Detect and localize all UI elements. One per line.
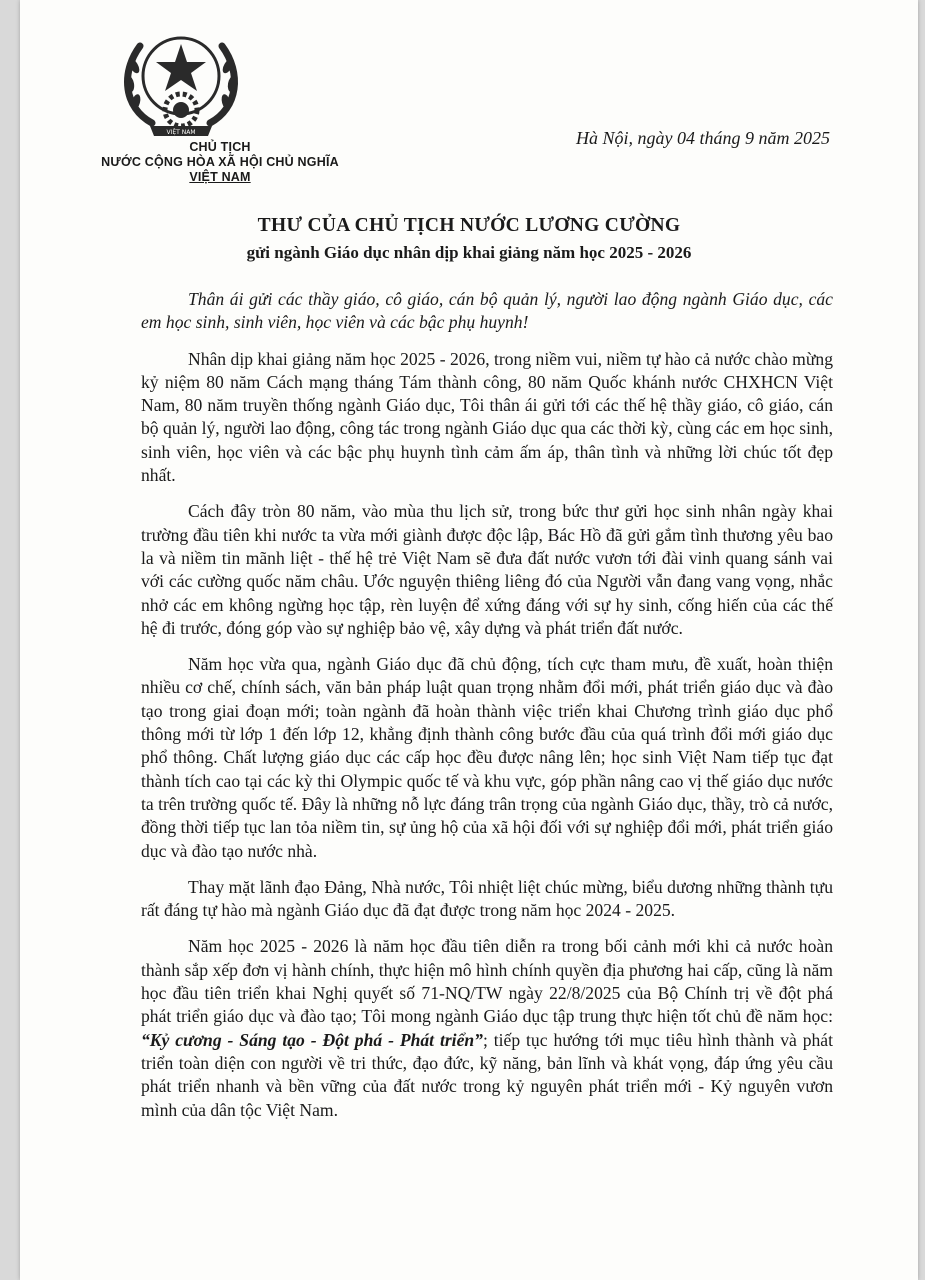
national-emblem-icon (112, 18, 250, 146)
paragraph-1: Nhân dịp khai giảng năm học 2025 - 2026, trong niềm vui, niềm tự hào cả nước chào mừng kỷ niệm 80 năm Cách mạng tháng Tám thành công, 80 năm Quốc khánh nước CHXHCN Việt Nam, 80 năm truyền thống ngành Giáo dục, Tôi thân ái gửi tới các thế hệ thầy giáo, cô giáo, cán bộ quản lý, người lao động, công tác trong ngành Giáo dục qua các thời kỳ, cùng các em học sinh, sinh viên, học viên và các bậc phụ huynh tình cảm ấm áp, thân tình và những lời chúc tốt đẹp nhất. (141, 348, 833, 486)
paragraph-5-start: Năm học 2025 - 2026 là năm học đầu tiên diễn ra trong bối cảnh mới khi cả nước hoàn thành sắp xếp đơn vị hành chính, thực hiện mô hình chính quyền địa phương hai cấp, cũng là năm học đầu tiên triển khai Nghị quyết số 71-NQ/TW ngày 22/8/2025 của Bộ Chính trị về đột phá phát triển giáo dục và đào tạo; Tôi mong ngành Giáo dục tập trung thực hiện tốt chủ đề năm học: (141, 936, 833, 1027)
office-line-2: NƯỚC CỘNG HÒA XÃ HỘI CHỦ NGHĨA (101, 155, 339, 169)
letter-body (141, 288, 833, 1135)
paragraph-5 (141, 935, 833, 1121)
dateline: Hà Nội, ngày 04 tháng 9 năm 2025 (576, 128, 830, 148)
office-line-1: CHỦ TỊCH (189, 140, 251, 154)
paragraph-2: Cách đây tròn 80 năm, vào mùa thu lịch sử, trong bức thư gửi học sinh nhân ngày khai trường đầu tiên khi nước ta vừa mới giành được độc lập, Bác Hồ đã gửi gắm tình thương yêu bao la và niềm tin mãnh liệt - thế hệ trẻ Việt Nam sẽ đưa đất nước vươn tới đài vinh quang sánh vai với các cường quốc năm châu. Ước nguyện thiêng liêng đó của Người vẫn đang vang vọng, nhắc nhở các em không ngừng học tập, rèn luyện để xứng đáng với sự hy sinh, cống hiến của các thế hệ đi trước, đóng góp vào sự nghiệp bảo vệ, xây dựng và phát triển đất nước. (141, 501, 833, 638)
issuing-office (70, 140, 370, 185)
school-year-theme: “Kỷ cương - Sáng tạo - Đột phá - Phát triển” (141, 1029, 483, 1050)
office-line-3: VIỆT NAM (189, 170, 251, 184)
letter-title: THƯ CỦA CHỦ TỊCH NƯỚC LƯƠNG CƯỜNG (257, 215, 681, 236)
letter-subtitle: gửi ngành Giáo dục nhân dịp khai giảng năm học 2025 - 2026 (246, 243, 692, 262)
salutation: Thân ái gửi các thầy giáo, cô giáo, cán bộ quản lý, người lao động ngành Giáo dục, các em học sinh, sinh viên, học viên và các bậc phụ huynh! (141, 289, 833, 333)
letter-page (20, 0, 918, 1280)
paragraph-3: Năm học vừa qua, ngành Giáo dục đã chủ động, tích cực tham mưu, đề xuất, hoàn thiện nhiều cơ chế, chính sách, văn bản pháp luật quan trọng nhằm đổi mới, phát triển giáo dục và đào tạo trong giai đoạn mới; toàn ngành đã hoàn thành việc triển khai Chương trình giáo dục phổ thông mới từ lớp 1 đến lớp 12, khẳng định thành công bước đầu của quá trình đổi mới giáo dục phổ thông. Chất lượng giáo dục các cấp học đều được nâng lên; học sinh Việt Nam tiếp tục đạt thành tích cao tại các kỳ thi Olympic quốc tế và khu vực, góp phần nâng cao vị thế giáo dục nước ta trên trường quốc tế. Đây là những nỗ lực đáng trân trọng của ngành Giáo dục, thầy, trò cả nước, đồng thời tiếp tục lan tỏa niềm tin, sự ủng hộ của xã hội đối với sự nghiệp đổi mới, phát triển giáo dục và đào tạo nước nhà. (141, 654, 833, 861)
svg-text:VIỆT NAM: VIỆT NAM (166, 129, 196, 136)
paragraph-5-end: ; tiếp tục hướng tới mục tiêu hình thành và phát triển toàn diện con người về tri thức, đạo đức, kỹ năng, bản lĩnh và khát vọng, đáp ứng yêu cầu phát triển nhanh và bền vững của đất nước trong kỷ nguyên phát triển mới - Kỷ nguyên vươn mình của dân tộc Việt Nam. (141, 1029, 834, 1120)
paragraph-4: Thay mặt lãnh đạo Đảng, Nhà nước, Tôi nhiệt liệt chúc mừng, biểu dương những thành tựu rất đáng tự hào mà ngành Giáo dục đã đạt được trong năm học 2024 - 2025. (141, 876, 833, 921)
